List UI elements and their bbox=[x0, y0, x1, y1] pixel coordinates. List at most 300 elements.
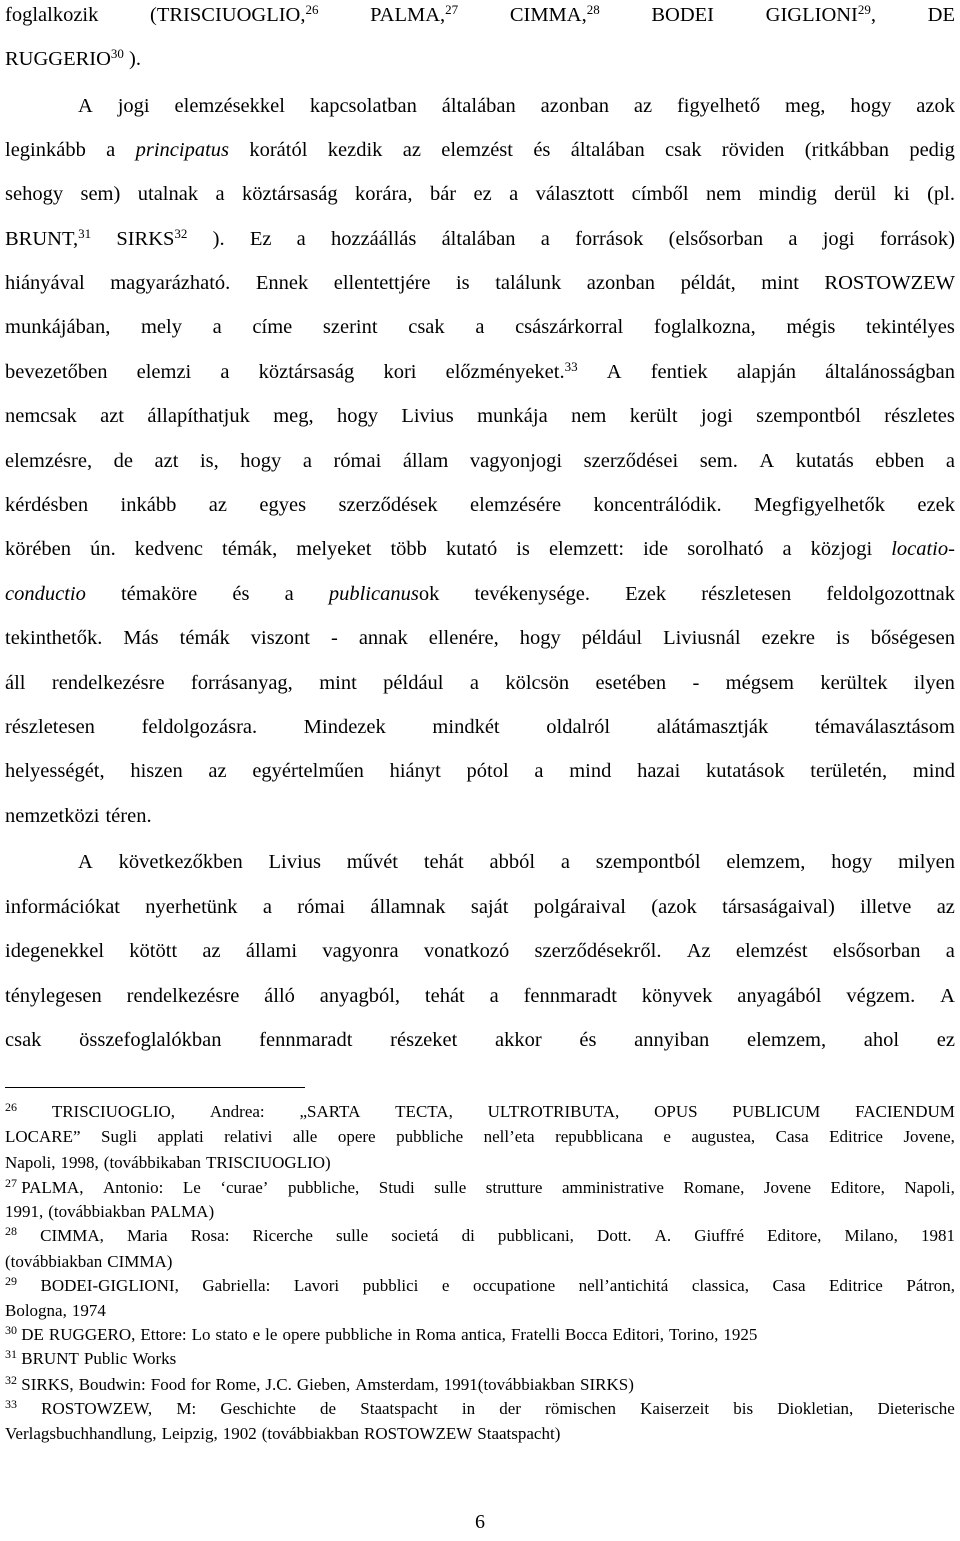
word: a bbox=[106, 139, 116, 161]
word: az bbox=[208, 760, 227, 782]
word: szerint bbox=[322, 316, 378, 338]
word: a bbox=[284, 583, 294, 605]
footnote-line bbox=[5, 1177, 955, 1199]
word: az bbox=[208, 494, 227, 516]
word: elsősorban bbox=[832, 940, 921, 962]
word: Public bbox=[83, 1349, 128, 1368]
footnote-line bbox=[5, 1152, 955, 1174]
word: a bbox=[782, 538, 792, 560]
word: részletes bbox=[884, 405, 955, 427]
word: A bbox=[940, 985, 955, 1007]
word: DE bbox=[927, 4, 955, 26]
word: applati bbox=[157, 1127, 204, 1146]
word: A bbox=[606, 361, 622, 383]
word: nell’eta bbox=[483, 1127, 535, 1146]
body-line bbox=[5, 314, 955, 340]
word: is bbox=[836, 627, 850, 649]
word: területén, bbox=[810, 760, 888, 782]
word: le bbox=[265, 1325, 278, 1344]
word: strutture bbox=[485, 1178, 543, 1197]
word: szerződések bbox=[338, 494, 438, 516]
word: Milano, bbox=[844, 1226, 898, 1245]
word: alle bbox=[292, 1127, 318, 1146]
word: is bbox=[455, 272, 470, 294]
word: (ritkábban bbox=[804, 139, 889, 161]
word: Megfigyelhetők bbox=[754, 494, 885, 516]
body-line bbox=[5, 403, 955, 429]
word: Livius bbox=[268, 851, 321, 873]
word: meg, bbox=[273, 405, 314, 427]
word: hozzáállás bbox=[330, 228, 417, 250]
footnote-line bbox=[5, 1126, 955, 1148]
word: címe bbox=[252, 316, 293, 338]
word: mely bbox=[140, 316, 182, 338]
word: hogy bbox=[336, 405, 378, 427]
word: ezek bbox=[917, 494, 955, 516]
word: ahol bbox=[863, 1029, 900, 1051]
word: vagyonjogi bbox=[469, 450, 563, 472]
word: elemzést bbox=[441, 139, 513, 161]
word: Ezek bbox=[625, 583, 667, 605]
word: a bbox=[489, 985, 499, 1007]
word: jogi bbox=[700, 405, 733, 427]
word: Ez bbox=[249, 228, 272, 250]
word: ROSTOWZEW bbox=[363, 1424, 473, 1443]
word: 1974 bbox=[71, 1301, 106, 1320]
word: Ennek bbox=[255, 272, 309, 294]
word: pótol bbox=[466, 760, 509, 782]
word: annak bbox=[358, 627, 408, 649]
word: csak bbox=[408, 316, 445, 338]
word: a bbox=[475, 316, 485, 338]
word: következőkben bbox=[118, 851, 243, 873]
word: römischen bbox=[545, 1399, 616, 1418]
word: is, bbox=[199, 450, 219, 472]
word: Kaiserzeit bbox=[640, 1399, 710, 1418]
word: polgáraival bbox=[533, 896, 626, 918]
word: Napoli, bbox=[5, 1153, 56, 1172]
word: anyagából bbox=[737, 985, 822, 1007]
word: derül bbox=[834, 183, 877, 205]
word: RUGGERIO$^{30}$ ). bbox=[5, 46, 141, 70]
word: (továbbiakban bbox=[48, 1202, 146, 1221]
word: Boudwin: bbox=[78, 1375, 146, 1394]
word: Lo bbox=[191, 1325, 211, 1344]
body-line bbox=[5, 359, 955, 385]
word: Leipzig, bbox=[161, 1424, 218, 1443]
footnote-line bbox=[5, 1251, 955, 1273]
word: PUBLICUM bbox=[732, 1102, 821, 1121]
word: hazai bbox=[637, 760, 681, 782]
word: conductio bbox=[5, 583, 86, 605]
word: az bbox=[202, 940, 221, 962]
body-line bbox=[5, 758, 955, 784]
word: meg, bbox=[785, 95, 826, 117]
word: ROSTOWZEW, bbox=[41, 1399, 153, 1418]
word: antica, bbox=[461, 1325, 506, 1344]
word: (továbbiakban bbox=[261, 1424, 359, 1443]
word: sorolható bbox=[687, 538, 764, 560]
word: feldolgozásra. bbox=[141, 716, 258, 738]
body-line bbox=[5, 938, 955, 964]
word: stato bbox=[215, 1325, 248, 1344]
word: tehát bbox=[423, 851, 464, 873]
word: Romane, bbox=[683, 1178, 745, 1197]
body-line bbox=[5, 46, 955, 72]
word: PALMA) bbox=[150, 1202, 215, 1221]
word: a bbox=[788, 228, 798, 250]
word: Works bbox=[132, 1349, 177, 1368]
word: akkor bbox=[495, 1029, 542, 1051]
word: Dott. bbox=[597, 1226, 632, 1245]
word: esetében bbox=[595, 672, 667, 694]
body-line bbox=[5, 894, 955, 920]
word: körében bbox=[5, 538, 72, 560]
word: kezdik bbox=[327, 139, 383, 161]
word: kedvenc bbox=[134, 538, 204, 560]
word: publicanusok bbox=[328, 583, 440, 605]
word: magyarázható. bbox=[110, 272, 231, 294]
word: nell’antichitá bbox=[578, 1276, 669, 1295]
word: tekintélyes bbox=[866, 316, 955, 338]
word: PALMA,$^{27}$ bbox=[370, 2, 459, 26]
word: előzményeket.$^{33}$ bbox=[445, 359, 578, 383]
body-line bbox=[5, 714, 955, 740]
body-line bbox=[5, 849, 955, 875]
word: RUGGERO, bbox=[48, 1325, 136, 1344]
word: Giuffré bbox=[694, 1226, 745, 1245]
word: Staatspacht bbox=[360, 1399, 438, 1418]
word: Torino, bbox=[669, 1325, 719, 1344]
word: mind bbox=[569, 760, 612, 782]
word: 33 bbox=[5, 1397, 17, 1411]
word: hogy bbox=[519, 627, 561, 649]
word: SIRKS) bbox=[580, 1375, 634, 1394]
word: Maria bbox=[126, 1226, 168, 1245]
word: tehát bbox=[424, 985, 465, 1007]
word: opere bbox=[337, 1127, 376, 1146]
word: Casa bbox=[772, 1276, 806, 1295]
footnote-line bbox=[5, 1225, 955, 1247]
word: kötött bbox=[129, 940, 178, 962]
word: annyiban bbox=[634, 1029, 710, 1051]
body-line bbox=[5, 270, 955, 296]
word: mint bbox=[761, 272, 799, 294]
word: helyességét, bbox=[5, 760, 105, 782]
word: szempontból bbox=[756, 405, 861, 427]
word: elemzem, bbox=[726, 851, 806, 873]
word: Gieben, bbox=[296, 1375, 351, 1394]
word: korára, bbox=[355, 183, 413, 205]
word: azonban bbox=[586, 272, 656, 294]
word: azonban bbox=[540, 95, 609, 117]
body-line bbox=[5, 803, 955, 829]
word: több bbox=[390, 538, 427, 560]
word: di bbox=[461, 1226, 475, 1245]
word: leginkább bbox=[5, 139, 86, 161]
word: Dieterische bbox=[877, 1399, 955, 1418]
footnote-line bbox=[5, 1201, 955, 1223]
footnote-line bbox=[5, 1398, 955, 1420]
word: téren. bbox=[105, 805, 152, 827]
body-line bbox=[5, 2, 955, 28]
word: mégsem bbox=[725, 672, 794, 694]
word: melyeket bbox=[296, 538, 372, 560]
word: művét bbox=[346, 851, 398, 873]
word: korától bbox=[249, 139, 308, 161]
word: kutatások bbox=[706, 760, 785, 782]
word: principatus bbox=[135, 139, 230, 161]
word: könyvek bbox=[641, 985, 713, 1007]
word: az bbox=[402, 139, 421, 161]
word: római bbox=[297, 896, 346, 918]
word: Geschichte bbox=[220, 1399, 296, 1418]
body-line bbox=[5, 226, 955, 252]
word: részeket bbox=[390, 1029, 458, 1051]
word: e bbox=[252, 1325, 261, 1344]
word: Verlagsbuchhandlung, bbox=[5, 1424, 157, 1443]
word: augustea, bbox=[691, 1127, 756, 1146]
word: alátámasztják bbox=[656, 716, 769, 738]
word: azt bbox=[154, 450, 179, 472]
word: mindkét bbox=[432, 716, 500, 738]
word: állami bbox=[245, 940, 298, 962]
body-line bbox=[5, 536, 955, 562]
word: ULTROTRIBUTA, bbox=[487, 1102, 620, 1121]
word: TECTA, bbox=[395, 1102, 453, 1121]
word: societá bbox=[391, 1226, 439, 1245]
word: témaválasztásom bbox=[814, 716, 955, 738]
word: források) bbox=[879, 228, 955, 250]
word: (elsősorban bbox=[668, 228, 764, 250]
word: vonatkozó bbox=[423, 940, 510, 962]
word: Diokletian, bbox=[777, 1399, 854, 1418]
word: pubblicani, bbox=[497, 1226, 574, 1245]
word: a bbox=[945, 940, 955, 962]
word: tevékenysége. bbox=[474, 583, 591, 605]
word: vagyonra bbox=[322, 940, 399, 962]
word: jogi bbox=[822, 228, 855, 250]
word: in bbox=[461, 1399, 476, 1418]
word: TRISCIUOGLIO, bbox=[51, 1102, 176, 1121]
word: pubblici bbox=[362, 1276, 419, 1295]
footnote-line bbox=[5, 1300, 955, 1322]
word: koncentrálódik. bbox=[593, 494, 722, 516]
word: figyelhető bbox=[676, 95, 761, 117]
word: nyerhetünk bbox=[145, 896, 238, 918]
word: inkább bbox=[120, 494, 177, 516]
word: Jovene, bbox=[903, 1127, 955, 1146]
word: összefoglalókban bbox=[79, 1029, 222, 1051]
word: ‘curae’ bbox=[220, 1178, 269, 1197]
word: Ricerche bbox=[252, 1226, 313, 1245]
word: hogy bbox=[240, 450, 282, 472]
word: Amsterdam, bbox=[355, 1375, 439, 1394]
word: fentiek bbox=[650, 361, 708, 383]
word: Más bbox=[123, 627, 159, 649]
word: A bbox=[78, 851, 93, 873]
word: OPUS bbox=[654, 1102, 698, 1121]
word: forrásanyag, bbox=[190, 672, 293, 694]
word: kutató bbox=[445, 538, 498, 560]
word: szerződései bbox=[583, 450, 679, 472]
footnote-line bbox=[5, 1275, 955, 1297]
word: ténylegesen bbox=[5, 985, 102, 1007]
word: oldalról bbox=[546, 716, 611, 738]
word: Editrice bbox=[829, 1276, 883, 1295]
word: is bbox=[516, 538, 530, 560]
word: ilyen bbox=[913, 672, 955, 694]
word: pedig bbox=[909, 139, 955, 161]
word: választott bbox=[535, 183, 615, 205]
word: alapján bbox=[736, 361, 797, 383]
word: csak bbox=[5, 1029, 42, 1051]
word: témák, bbox=[222, 538, 278, 560]
word: állam bbox=[402, 450, 449, 472]
body-line bbox=[5, 137, 955, 163]
word: rendelkezésre bbox=[51, 672, 165, 694]
word: Food bbox=[150, 1375, 186, 1394]
word: a bbox=[212, 316, 222, 338]
word: tekinthetők. bbox=[5, 627, 103, 649]
word: ). bbox=[212, 228, 225, 250]
word: általában bbox=[441, 95, 516, 117]
word: a bbox=[215, 183, 225, 205]
word: 1925 bbox=[723, 1325, 758, 1344]
word: elemzem, bbox=[747, 1029, 827, 1051]
word: mind bbox=[912, 760, 955, 782]
word: FACIENDUM bbox=[855, 1102, 955, 1121]
word: der bbox=[499, 1399, 521, 1418]
word: a bbox=[540, 228, 550, 250]
word: köztársaság bbox=[258, 361, 355, 383]
word: A. bbox=[654, 1226, 672, 1245]
word: Sugli bbox=[101, 1127, 137, 1146]
word: fennmaradt bbox=[523, 985, 617, 1007]
word: J.C. bbox=[265, 1375, 292, 1394]
body-line bbox=[5, 181, 955, 207]
word: elemzésre, bbox=[5, 450, 93, 472]
word: elemzést bbox=[735, 940, 808, 962]
word: 28 bbox=[5, 1224, 17, 1238]
word: relativi bbox=[224, 1127, 273, 1146]
word: 1991(továbbiakban bbox=[443, 1375, 576, 1394]
word: bis bbox=[733, 1399, 754, 1418]
word: információkat bbox=[5, 896, 120, 918]
word: pubbliche bbox=[325, 1325, 393, 1344]
word: ide bbox=[643, 538, 669, 560]
word: ki bbox=[893, 183, 910, 205]
word: Bocca bbox=[565, 1325, 608, 1344]
word: in bbox=[397, 1325, 411, 1344]
word: nem bbox=[705, 183, 742, 205]
word: de bbox=[320, 1399, 337, 1418]
word: Mindezek bbox=[303, 716, 386, 738]
word: BRUNT,$^{31}$ bbox=[5, 226, 92, 250]
word: Studi bbox=[378, 1178, 415, 1197]
word: elemzésére bbox=[470, 494, 562, 516]
word: $^{31}$ BRUNT bbox=[5, 1347, 79, 1368]
word: általában bbox=[570, 139, 645, 161]
word: Rosa: bbox=[190, 1226, 230, 1245]
word: munkája bbox=[477, 405, 548, 427]
word: M: bbox=[176, 1399, 197, 1418]
word: és bbox=[579, 1029, 597, 1051]
word: Editore, bbox=[830, 1178, 885, 1197]
word: közjogi bbox=[810, 538, 873, 560]
word: végzem. bbox=[846, 985, 916, 1007]
word: ellentettjére bbox=[333, 272, 431, 294]
footnote-line bbox=[5, 1101, 955, 1123]
word: TRISCIUOGLIO) bbox=[206, 1153, 331, 1172]
word: az bbox=[936, 896, 955, 918]
word: Editore, bbox=[767, 1226, 822, 1245]
word: saját bbox=[470, 896, 509, 918]
word: (továbbiakban bbox=[5, 1252, 103, 1271]
word: címből bbox=[631, 183, 689, 205]
word: a bbox=[302, 450, 312, 472]
word: LOCARE” bbox=[5, 1127, 81, 1146]
word: állapíthatjuk bbox=[147, 405, 250, 427]
word: ROSTOWZEW bbox=[824, 272, 955, 294]
word: sehogy bbox=[5, 183, 64, 205]
word: amministrative bbox=[561, 1178, 664, 1197]
word: 1998, bbox=[60, 1153, 99, 1172]
word: Roma bbox=[415, 1325, 457, 1344]
word: mégis bbox=[786, 316, 836, 338]
word: Gabriella: bbox=[202, 1276, 271, 1295]
word: az bbox=[633, 95, 653, 117]
word: Jovene bbox=[763, 1178, 812, 1197]
word: Liviusnál bbox=[663, 627, 741, 649]
word: A bbox=[759, 450, 775, 472]
word: (továbbikaban bbox=[103, 1153, 202, 1172]
word: Fratelli bbox=[510, 1325, 561, 1344]
word: BODEI-GIGLIONI, bbox=[40, 1276, 179, 1295]
word: Staatspacht) bbox=[477, 1424, 561, 1443]
word: Lavori bbox=[293, 1276, 340, 1295]
word: és bbox=[533, 139, 551, 161]
word: Livius bbox=[401, 405, 454, 427]
word: például bbox=[581, 627, 643, 649]
word: e bbox=[663, 1127, 671, 1146]
word: a bbox=[220, 361, 230, 383]
word: 1991, bbox=[5, 1202, 44, 1221]
word: sem) bbox=[80, 183, 121, 205]
word: a bbox=[534, 760, 544, 782]
word: csak bbox=[665, 139, 702, 161]
body-line bbox=[5, 492, 955, 518]
word: CIMMA, bbox=[40, 1226, 104, 1245]
word: illetve bbox=[860, 896, 912, 918]
word: források bbox=[575, 228, 644, 250]
word: ez bbox=[936, 1029, 955, 1051]
word: részletesen bbox=[5, 716, 95, 738]
word: Andrea: bbox=[209, 1102, 265, 1121]
word: BODEI bbox=[651, 4, 714, 26]
word: a bbox=[560, 851, 570, 873]
word: bőségesen bbox=[870, 627, 955, 649]
word: anyagból, bbox=[319, 985, 401, 1007]
word: Ettore: bbox=[140, 1325, 187, 1344]
word: $^{27}$ PALMA, bbox=[5, 1176, 84, 1197]
body-line bbox=[5, 93, 955, 119]
word: kérdésben bbox=[5, 494, 89, 516]
word: de bbox=[113, 450, 133, 472]
word: kutatás bbox=[795, 450, 854, 472]
word: nem bbox=[571, 405, 607, 427]
word: példát, bbox=[680, 272, 736, 294]
